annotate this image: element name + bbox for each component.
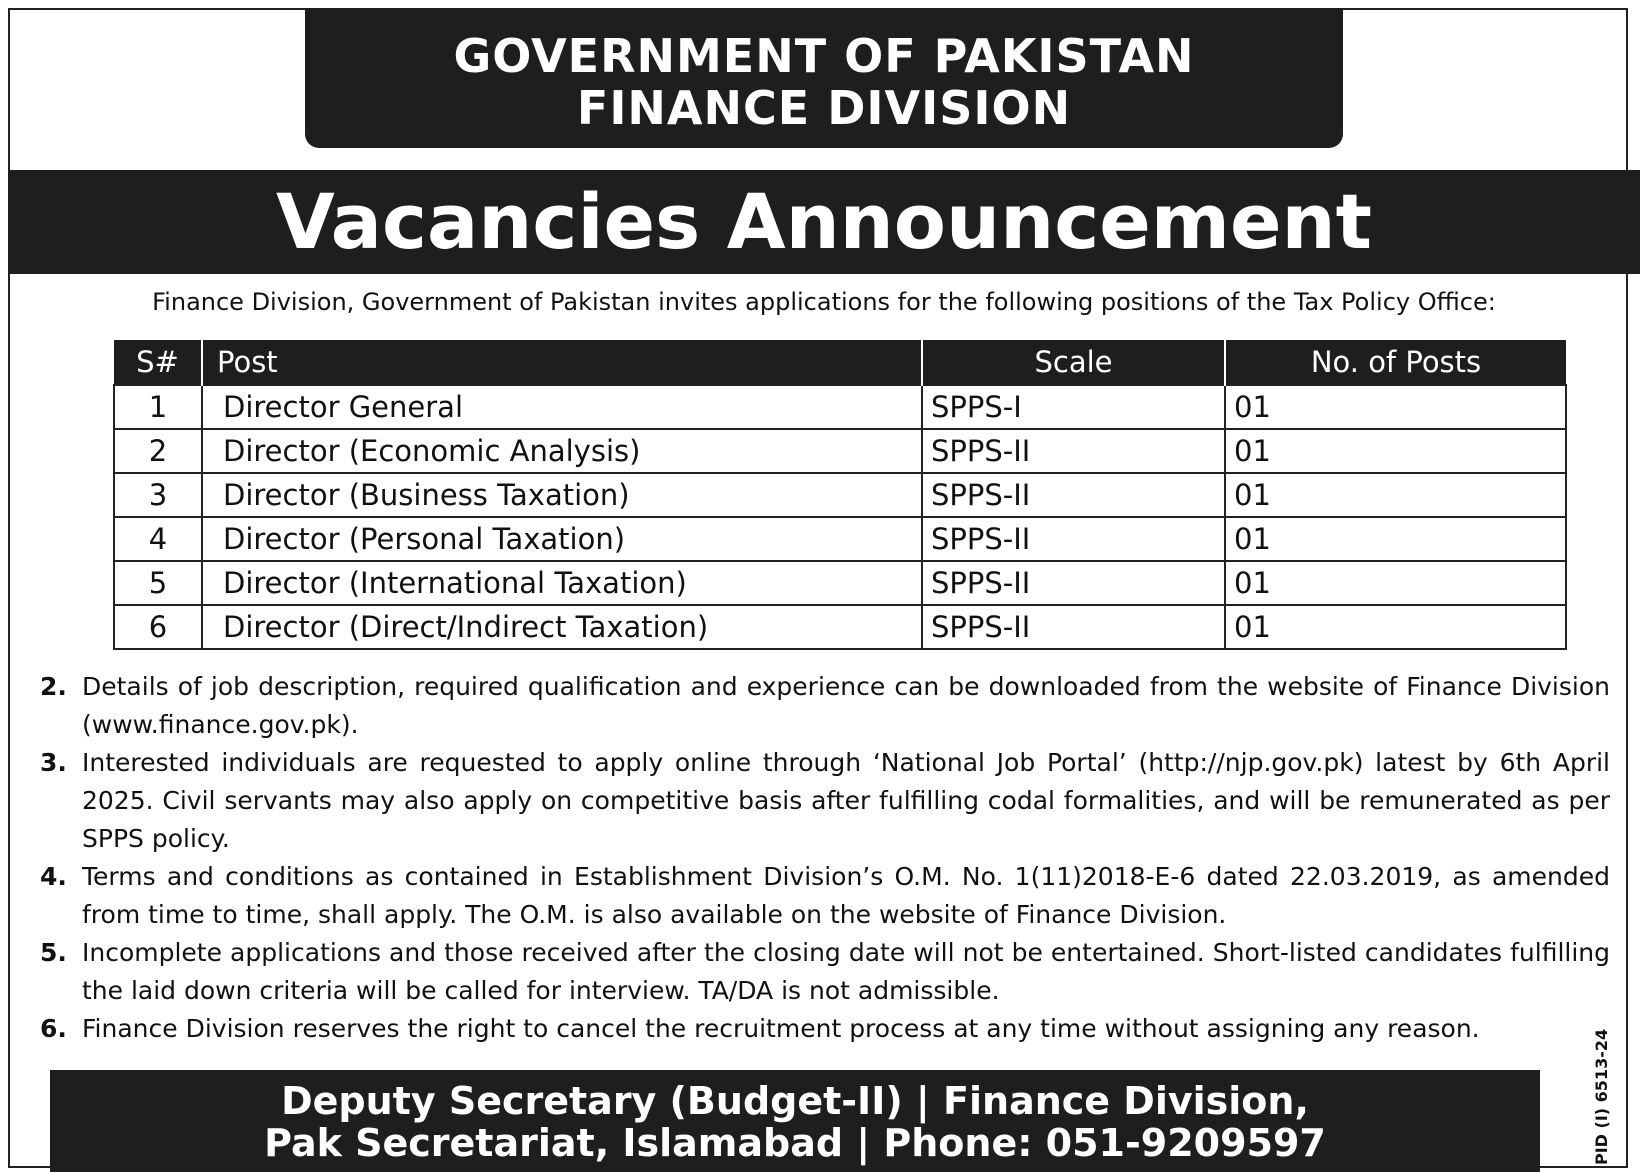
terms-list	[40, 668, 1610, 1048]
cell-posts: 01	[1225, 517, 1566, 561]
cell-post: Director (Personal Taxation)	[202, 517, 922, 561]
cell-posts: 01	[1225, 561, 1566, 605]
intro-text: Finance Division, Government of Pakistan invites applications for the following positions of the Tax Policy Office:	[152, 288, 1496, 316]
item-number: 6.	[40, 1014, 67, 1043]
item-text: Incomplete applications and those received after the closing date will not be entertained. Short-listed candidates fulfilling the laid down criteria will be called for interview. TA/DA is not admissible.	[82, 938, 1610, 1005]
list-item	[40, 934, 1610, 1010]
cell-sn: 2	[114, 429, 202, 473]
col-header-post: Post	[202, 340, 922, 385]
item-text: Terms and conditions as contained in Establishment Division’s O.M. No. 1(11)2018-E-6 dated 22.03.2019, as amended from time to time, shall apply. The O.M. is also available on the website of Finance Division.	[82, 862, 1610, 929]
header-line-1: GOVERNMENT OF PAKISTAN	[453, 29, 1195, 83]
cell-scale: SPPS-II	[922, 473, 1225, 517]
item-text: Details of job description, required qualification and experience can be downloaded from the website of Finance Division (www.finance.gov.pk).	[82, 672, 1610, 739]
cell-posts: 01	[1225, 473, 1566, 517]
col-header-scale: Scale	[922, 340, 1225, 385]
table-row	[114, 561, 1566, 605]
cell-post: Director General	[202, 385, 922, 429]
cell-posts: 01	[1225, 385, 1566, 429]
table-row	[114, 517, 1566, 561]
list-item	[40, 858, 1610, 934]
table-row	[114, 473, 1566, 517]
header-line-2: FINANCE DIVISION	[576, 81, 1072, 135]
cell-scale: SPPS-II	[922, 429, 1225, 473]
cell-sn: 3	[114, 473, 202, 517]
cell-scale: SPPS-II	[922, 561, 1225, 605]
footer-line-1: Deputy Secretary (Budget-II) | Finance Division,	[281, 1079, 1309, 1123]
cell-scale: SPPS-II	[922, 605, 1225, 649]
item-number: 4.	[40, 862, 67, 891]
table-row	[114, 429, 1566, 473]
table-header-row	[114, 340, 1566, 385]
vacancies-table	[113, 340, 1567, 650]
list-item	[40, 1010, 1610, 1048]
cell-sn: 5	[114, 561, 202, 605]
contact-footer	[50, 1070, 1540, 1172]
cell-sn: 6	[114, 605, 202, 649]
item-number: 3.	[40, 748, 67, 777]
list-item	[40, 744, 1610, 858]
item-number: 2.	[40, 672, 67, 701]
cell-scale: SPPS-I	[922, 385, 1225, 429]
cell-post: Director (Economic Analysis)	[202, 429, 922, 473]
table-row	[114, 605, 1566, 649]
item-text: Finance Division reserves the right to cancel the recruitment process at any time without assigning any reason.	[82, 1014, 1480, 1043]
cell-post: Director (Business Taxation)	[202, 473, 922, 517]
cell-posts: 01	[1225, 605, 1566, 649]
list-item	[40, 668, 1610, 744]
table-row	[114, 385, 1566, 429]
cell-sn: 4	[114, 517, 202, 561]
cell-post: Director (International Taxation)	[202, 561, 922, 605]
col-header-posts: No. of Posts	[1225, 340, 1566, 385]
item-number: 5.	[40, 938, 67, 967]
header-box	[305, 8, 1343, 148]
item-text: Interested individuals are requested to apply online through ‘National Job Portal’ (http://njp.gov.pk) latest by 6th April 2025. Civil servants may also apply on competitive basis after fulfilling codal formalities, and will be remunerated as per SPPS policy.	[82, 748, 1610, 853]
pid-code: PID (I) 6513-24	[1592, 1028, 1611, 1165]
announcement-banner: Vacancies Announcement	[8, 170, 1640, 274]
col-header-sn: S#	[114, 340, 202, 385]
footer-line-2: Pak Secretariat, Islamabad | Phone: 051-9209597	[264, 1121, 1326, 1165]
cell-scale: SPPS-II	[922, 517, 1225, 561]
cell-sn: 1	[114, 385, 202, 429]
cell-post: Director (Direct/Indirect Taxation)	[202, 605, 922, 649]
cell-posts: 01	[1225, 429, 1566, 473]
